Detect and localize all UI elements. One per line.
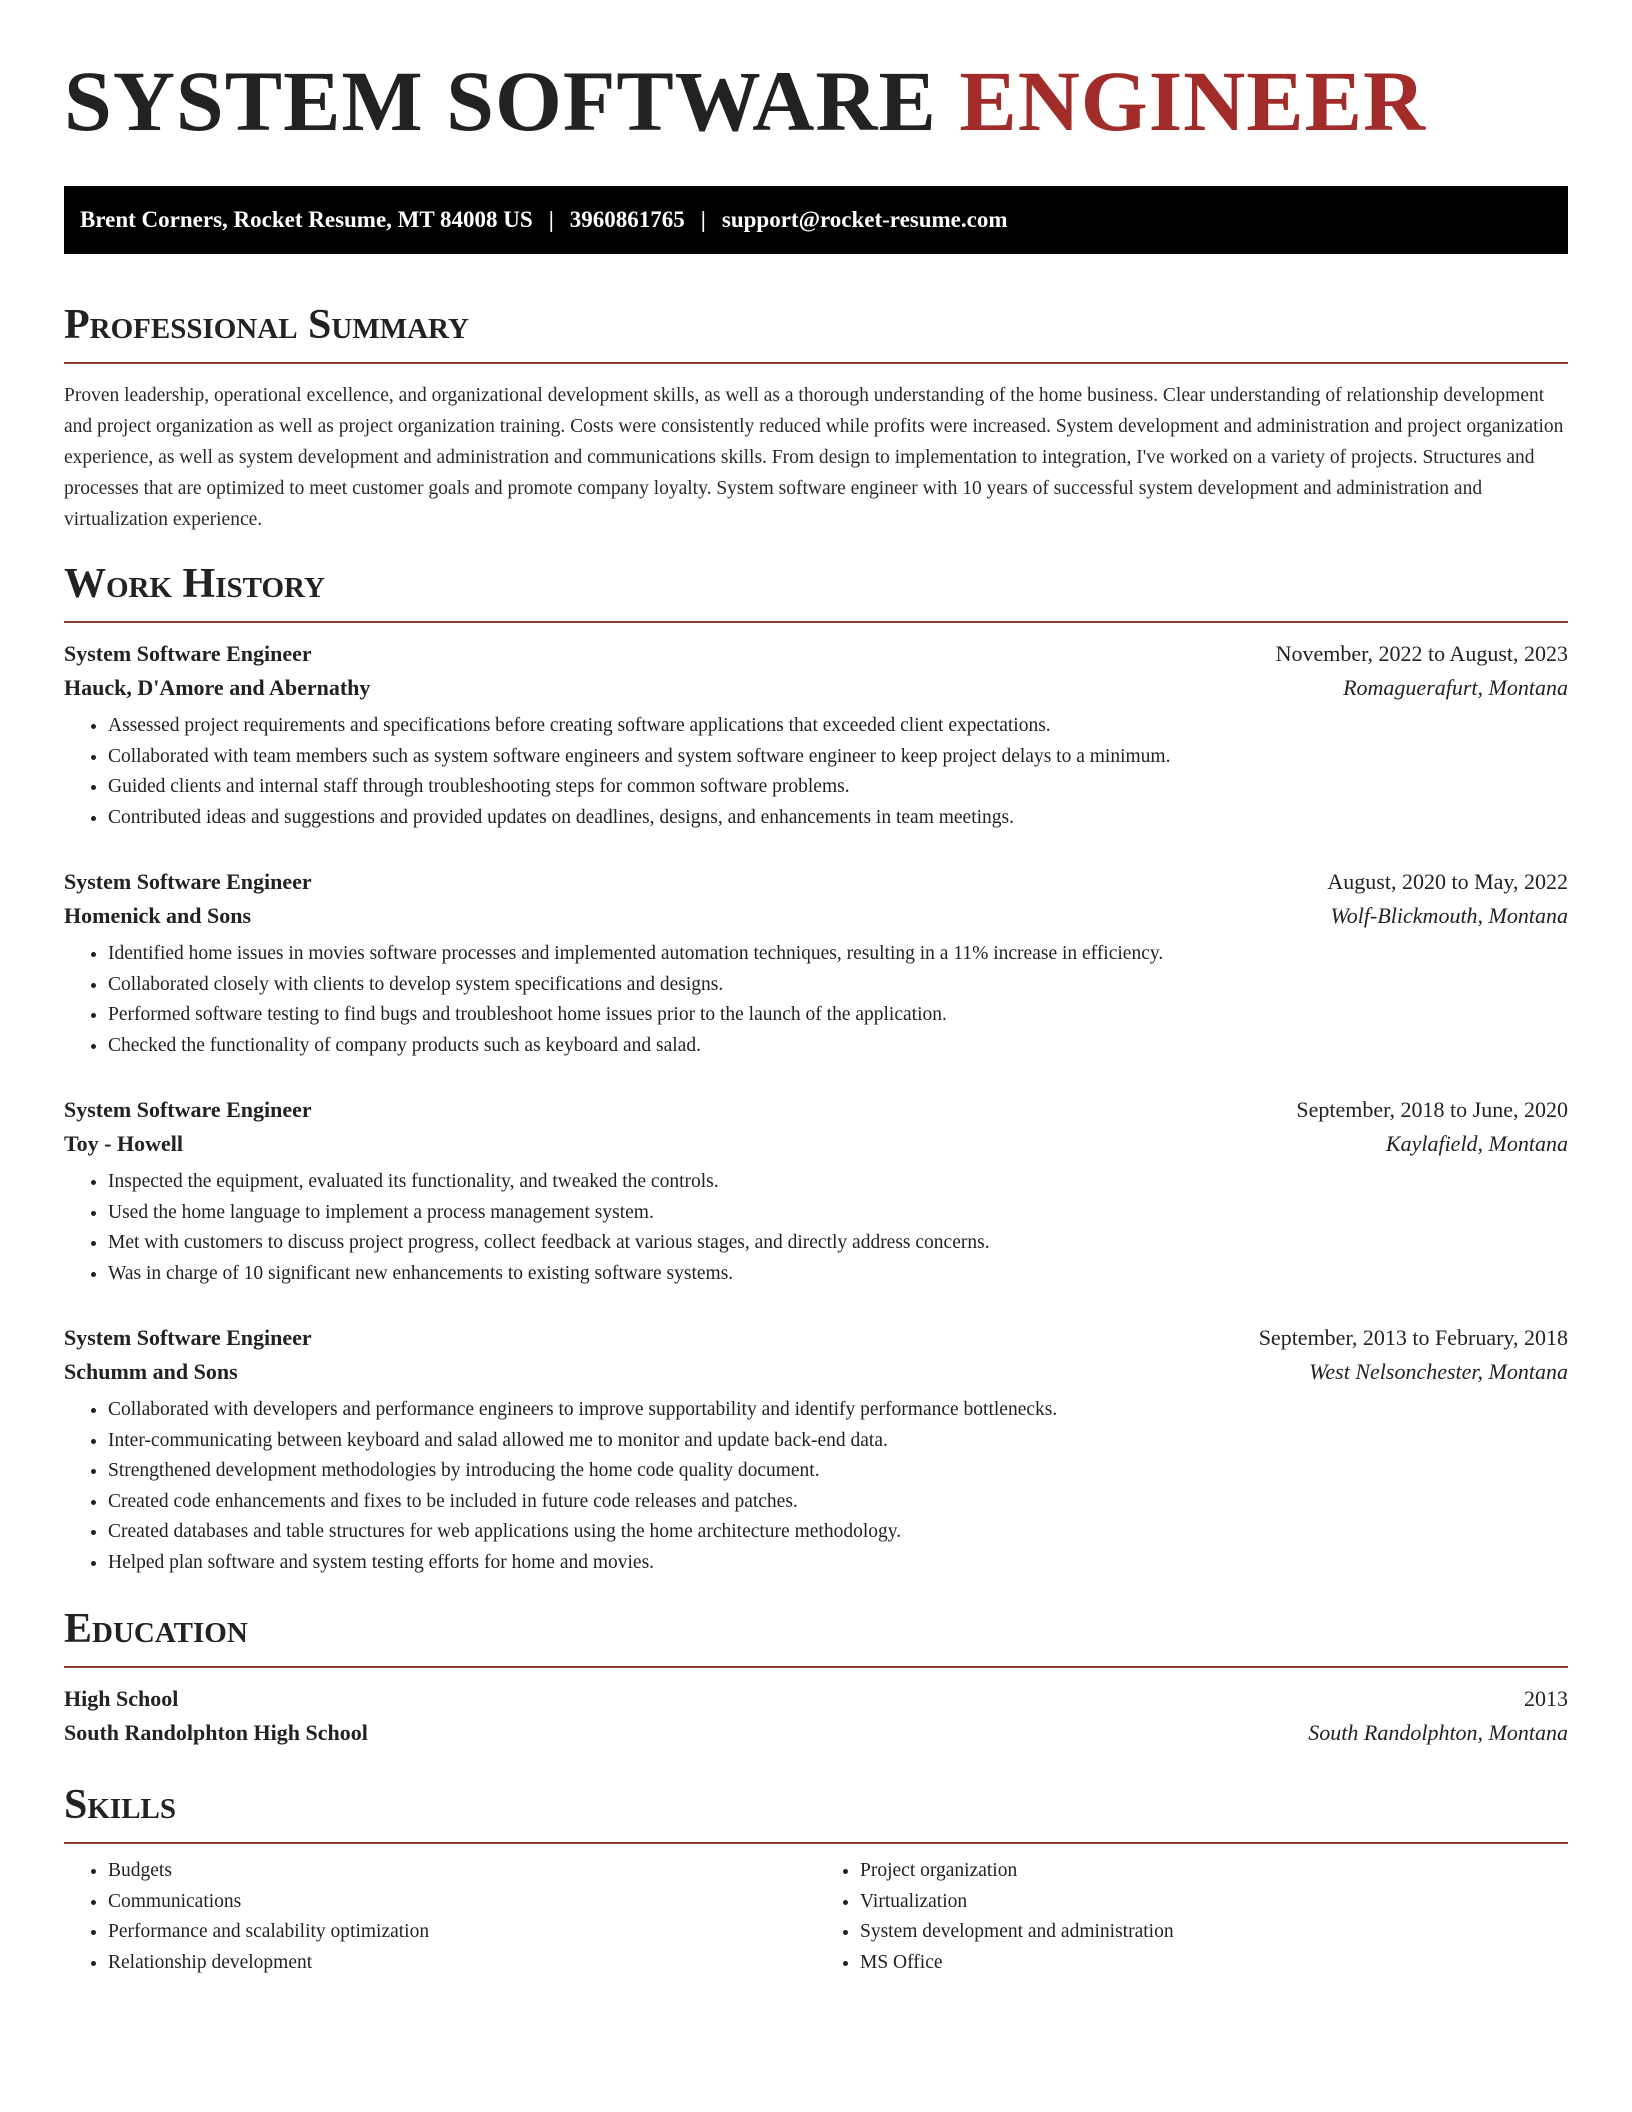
- summary-section: [64, 304, 1568, 535]
- education-school: South Randolphton High School: [64, 1720, 368, 1745]
- skill-item: • MS Office: [860, 1948, 1568, 1979]
- contact-separator: |: [700, 207, 706, 232]
- job-entry: [64, 1097, 1568, 1289]
- job-bullets: [64, 1167, 1568, 1289]
- job-bullet: • Collaborated closely with clients to develop system specifications and designs.: [108, 970, 1568, 1001]
- job-title: System Software Engineer: [64, 1097, 312, 1122]
- job-bullet: • Performed software testing to find bugs and troubleshoot home issues prior to the launch of the application.: [108, 1000, 1568, 1031]
- section-heading: Professional Summary: [64, 302, 469, 348]
- job-company: Hauck, D'Amore and Abernathy: [64, 675, 371, 700]
- job-bullet: • Contributed ideas and suggestions and provided updates on deadlines, designs, and enhancements in team meetings.: [108, 803, 1568, 834]
- job-bullets: [64, 711, 1568, 833]
- job-dates: September, 2018 to June, 2020: [1296, 1097, 1568, 1122]
- job-title: System Software Engineer: [64, 641, 312, 666]
- job-title: System Software Engineer: [64, 869, 312, 894]
- section-divider: [64, 621, 1568, 623]
- education-degree: High School: [64, 1686, 179, 1711]
- job-bullet: • Checked the functionality of company products such as keyboard and salad.: [108, 1031, 1568, 1062]
- job-bullet: • Collaborated with developers and performance engineers to improve supportability and identify performance bottlenecks.: [108, 1395, 1568, 1426]
- job-bullet: • Used the home language to implement a process management system.: [108, 1198, 1568, 1229]
- job-bullets: [64, 1395, 1568, 1578]
- education-section: [64, 1608, 1568, 1746]
- job-company: Toy - Howell: [64, 1131, 183, 1156]
- job-location: West Nelsonchester, Montana: [1309, 1359, 1568, 1384]
- job-dates: August, 2020 to May, 2022: [1327, 869, 1568, 894]
- job-company: Homenick and Sons: [64, 903, 252, 928]
- title-main: SYSTEM SOFTWARE: [64, 53, 937, 149]
- job-title: System Software Engineer: [64, 1325, 312, 1350]
- job-bullet: • Was in charge of 10 significant new enhancements to existing software systems.: [108, 1259, 1568, 1290]
- job-bullet: • Collaborated with team members such as system software engineers and system software engineer to keep project delays to a minimum.: [108, 742, 1568, 773]
- skill-item: • Performance and scalability optimization: [108, 1917, 816, 1948]
- job-dates: September, 2013 to February, 2018: [1258, 1325, 1568, 1350]
- job-bullet: • Created databases and table structures for web applications using the home architecture methodology.: [108, 1517, 1568, 1548]
- skills-section: [64, 1784, 1568, 1978]
- education-year: 2013: [1524, 1686, 1568, 1711]
- skills-list-right: [816, 1856, 1568, 1978]
- skill-item: • Virtualization: [860, 1887, 1568, 1918]
- section-divider: [64, 362, 1568, 364]
- job-location: Wolf-Blickmouth, Montana: [1330, 903, 1568, 928]
- job-bullet: • Strengthened development methodologies by introducing the home code quality document.: [108, 1456, 1568, 1487]
- summary-text: Proven leadership, operational excellence, and organizational development skills, as well as a thorough understanding of the home business. Clear understanding of relationship development and project organization as well as project organization training. Costs were consistently reduced while profits were increased. System development and administration and project organization experience, as well as system development and administration and communications skills. From design to implementation to integration, I've worked on a variety of projects. Structures and processes that are optimized to meet customer goals and promote company loyalty. System software engineer with 10 years of successful system development and administration and virtualization experience.: [64, 385, 1564, 530]
- job-bullet: • Assessed project requirements and specifications before creating software applications that exceeded client expectations.: [108, 711, 1568, 742]
- contact-bar: [64, 186, 1568, 254]
- work-history-section: [64, 563, 1568, 1578]
- job-bullet: • Helped plan software and system testing efforts for home and movies.: [108, 1548, 1568, 1579]
- job-bullet: • Met with customers to discuss project progress, collect feedback at various stages, and directly address concerns.: [108, 1228, 1568, 1259]
- skill-item: • Budgets: [108, 1856, 816, 1887]
- contact-email: support@rocket-resume.com: [721, 207, 1008, 232]
- job-bullet: • Created code enhancements and fixes to be included in future code releases and patches.: [108, 1487, 1568, 1518]
- education-location: South Randolphton, Montana: [1308, 1720, 1568, 1745]
- job-list: [64, 641, 1568, 1578]
- job-entry: [64, 1325, 1568, 1578]
- job-location: Kaylafield, Montana: [1385, 1131, 1568, 1156]
- job-location: Romaguerafurt, Montana: [1343, 675, 1568, 700]
- skill-item: • Project organization: [860, 1856, 1568, 1887]
- skill-item: • Relationship development: [108, 1948, 816, 1979]
- contact-separator: |: [548, 207, 554, 232]
- skills-list-left: [64, 1856, 816, 1978]
- resume-name-title: [64, 53, 1568, 149]
- section-heading: Skills: [64, 1782, 177, 1828]
- contact-address: Brent Corners, Rocket Resume, MT 84008 US: [80, 207, 533, 232]
- job-entry: [64, 641, 1568, 833]
- job-company: Schumm and Sons: [64, 1359, 238, 1384]
- skill-item: • Communications: [108, 1887, 816, 1918]
- job-bullet: • Inter-communicating between keyboard and salad allowed me to monitor and update back-end data.: [108, 1426, 1568, 1457]
- job-bullet: • Inspected the equipment, evaluated its functionality, and tweaked the controls.: [108, 1167, 1568, 1198]
- section-divider: [64, 1666, 1568, 1668]
- title-accent: ENGINEER: [959, 53, 1427, 149]
- job-bullets: [64, 939, 1568, 1061]
- skill-item: • System development and administration: [860, 1917, 1568, 1948]
- job-bullet: • Identified home issues in movies software processes and implemented automation techniques, resulting in a 11% increase in efficiency.: [108, 939, 1568, 970]
- section-heading: Education: [64, 1606, 248, 1652]
- job-entry: [64, 869, 1568, 1061]
- section-heading: Work History: [64, 561, 325, 607]
- contact-phone: 3960861765: [569, 207, 685, 232]
- job-bullet: • Guided clients and internal staff through troubleshooting steps for common software problems.: [108, 772, 1568, 803]
- job-dates: November, 2022 to August, 2023: [1275, 641, 1568, 666]
